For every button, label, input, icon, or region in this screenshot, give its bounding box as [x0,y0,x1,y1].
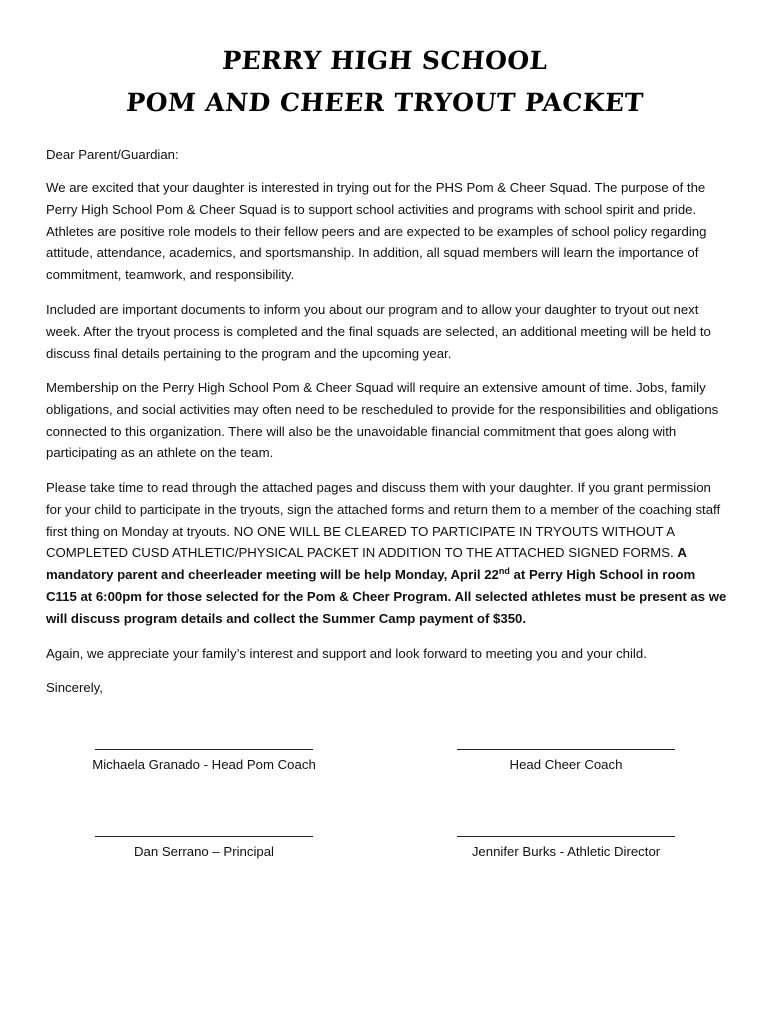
letter-closing: Sincerely, [46,680,103,695]
signature-label-cheer-coach: Head Cheer Coach [509,757,623,772]
signature-line-athletic-director [457,836,675,837]
meeting-notice-part2: at Perry High School in room C115 at 6:00pm for those selected for the Pom & Cheer Program. All selected athletes must be present as we will discuss program details and collect the Summer Camp payment of $350. [46,567,727,626]
letter-paragraph-membership: Membership on the Perry High School Pom & Cheer Squad will require an extensive amount of time. Jobs, family obligations, and social activities may often need to be rescheduled to provide for the responsibilities and obligations connected to this organization. There will also be the unavoidable financial commitment that goes along with participating as an athlete on the team. [46,380,719,461]
instructions-text: Please take time to read through the attached pages and discuss them with your daughter. If you grant permission for your child to participate in the tryouts, sign the attached forms and return them to a member of the coaching staff first thing on Monday at tryouts. NO ONE WILL BE CLEARED TO PARTICIPATE IN TRYOUTS WITHOUT A COMPLETED CUSD ATHLETIC/PHYSICAL PACKET IN ADDITION TO THE ATTACHED SIGNED FORMS. [46,480,721,561]
letter-paragraph-purpose: We are excited that your daughter is interested in trying out for the PHS Pom & Cheer Squad. The purpose of the Perry High School Pom & Cheer Squad is to support school activities and programs with school spirit and pride. Athletes are positive role models to their fellow peers and are expected to be examples of school policy regarding attitude, attendance, academics, and sportsmanship. In addition, all squad members will learn the importance of commitment, teamwork, and responsibility. [46,180,707,283]
signature-line-cheer-coach [457,749,675,750]
signature-label-athletic-director: Jennifer Burks - Athletic Director [471,844,661,859]
letter-paragraph-thanks: Again, we appreciate your family’s interest and support and look forward to meeting you and your child. [46,646,647,661]
letter-paragraph-documents: Included are important documents to inform you about our program and to allow your daughter to tryout out next week. After the tryout process is completed and the final squads are selected, an additional meeting will be held to discuss final details pertaining to the program and the upcoming year. [46,302,711,361]
meeting-notice-part1: A mandatory parent and cheerleader meeting will be help Monday, April 22 [46,545,687,583]
page-title-packet: POM AND CHEER TRYOUT PACKET [125,88,645,117]
page-title-school: PERRY HIGH SCHOOL [221,46,549,75]
signature-label-principal: Dan Serrano – Principal [133,844,274,859]
signature-line-principal [95,836,313,837]
meeting-date-suffix: nd [498,566,510,577]
letter-greeting: Dear Parent/Guardian: [46,147,179,162]
letter-paragraph-instructions [46,477,728,630]
signature-label-pom-coach: Michaela Granado - Head Pom Coach [92,757,316,772]
signature-line-pom-coach [95,749,313,750]
